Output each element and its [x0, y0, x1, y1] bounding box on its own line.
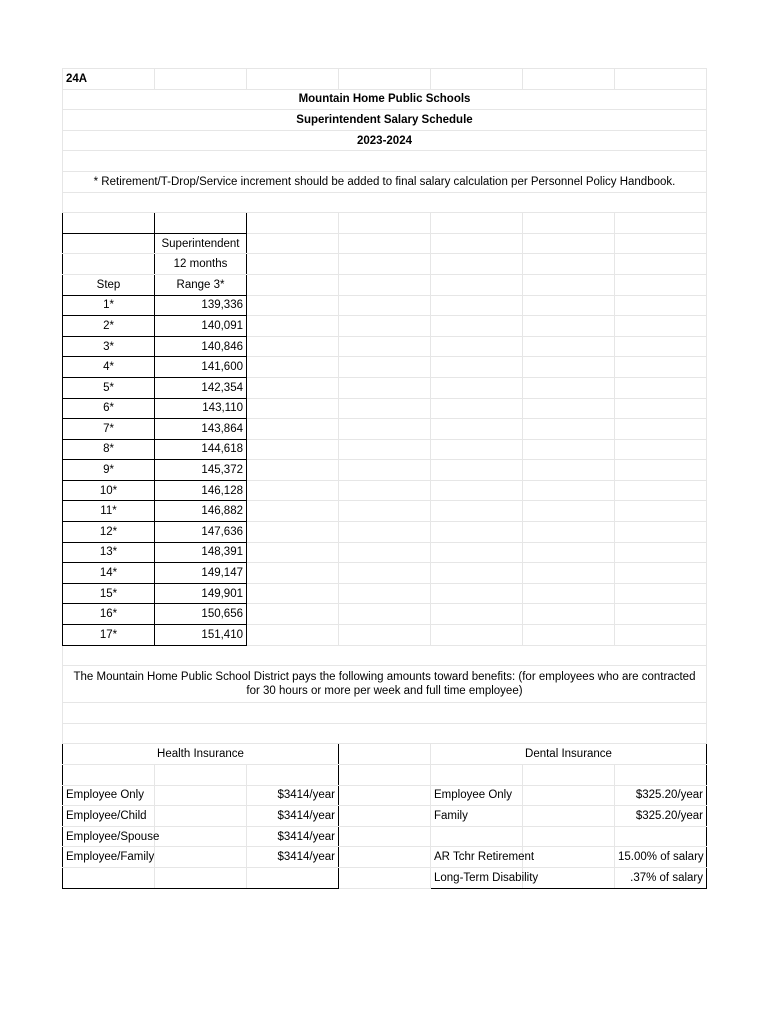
step-number: 12* — [63, 522, 155, 543]
step-number: 13* — [63, 542, 155, 563]
step-salary: 146,882 — [155, 501, 247, 522]
disability-label: Long-Term Disability — [431, 867, 523, 888]
salary-step-row — [63, 398, 707, 419]
step-number: 11* — [63, 501, 155, 522]
salary-header-step: Step — [63, 274, 155, 295]
salary-step-row — [63, 357, 707, 378]
health-row-label: Employee/Spouse — [63, 826, 155, 847]
disability-value: .37% of salary — [615, 867, 707, 888]
salary-step-row — [63, 316, 707, 337]
step-number: 10* — [63, 480, 155, 501]
dental-insurance-title: Dental Insurance — [525, 748, 612, 761]
salary-step-row — [63, 625, 707, 646]
step-salary: 144,618 — [155, 439, 247, 460]
step-number: 9* — [63, 460, 155, 481]
health-row-value: $3414/year — [247, 826, 339, 847]
salary-step-row — [63, 480, 707, 501]
step-salary: 151,410 — [155, 625, 247, 646]
step-number: 2* — [63, 316, 155, 337]
step-number: 5* — [63, 377, 155, 398]
benefits-note: The Mountain Home Public School District pays the following amounts toward benefits: (for employees who are contracted for 30 hours or more per week and full time employee) — [63, 666, 707, 703]
step-salary: 148,391 — [155, 542, 247, 563]
step-salary: 141,600 — [155, 357, 247, 378]
step-salary: 143,110 — [155, 398, 247, 419]
salary-step-row — [63, 439, 707, 460]
dental-row-label: Family — [431, 806, 523, 827]
step-number: 17* — [63, 625, 155, 646]
salary-step-row — [63, 419, 707, 440]
spreadsheet-page — [62, 68, 706, 889]
health-insurance-title: Health Insurance — [157, 748, 244, 761]
step-salary: 143,864 — [155, 419, 247, 440]
dental-row-label: Employee Only — [431, 785, 523, 806]
step-number: 8* — [63, 439, 155, 460]
step-number: 6* — [63, 398, 155, 419]
health-row-value: $3414/year — [247, 847, 339, 868]
step-number: 16* — [63, 604, 155, 625]
salary-header-range: Range 3* — [155, 274, 247, 295]
health-row-value: $3414/year — [247, 806, 339, 827]
step-number: 15* — [63, 583, 155, 604]
dental-row-value: $325.20/year — [615, 806, 707, 827]
salary-step-row — [63, 583, 707, 604]
school-year: 2023-2024 — [63, 130, 707, 151]
step-salary: 146,128 — [155, 480, 247, 501]
step-salary: 147,636 — [155, 522, 247, 543]
step-salary: 142,354 — [155, 377, 247, 398]
salary-step-row — [63, 377, 707, 398]
health-row-value: $3414/year — [247, 785, 339, 806]
salary-header-term: 12 months — [155, 254, 247, 275]
health-row-label: Employee Only — [63, 785, 155, 806]
sheet-id: 24A — [63, 69, 155, 90]
health-row-label: Employee/Family — [63, 847, 155, 868]
step-salary: 149,147 — [155, 563, 247, 584]
step-number: 4* — [63, 357, 155, 378]
document-subtitle: Superintendent Salary Schedule — [63, 110, 707, 131]
step-salary: 145,372 — [155, 460, 247, 481]
step-salary: 139,336 — [155, 295, 247, 316]
salary-step-row — [63, 563, 707, 584]
salary-step-row — [63, 295, 707, 316]
retirement-note: * Retirement/T-Drop/Service increment should be added to final salary calculation per Personnel Policy Handbook. — [63, 171, 707, 192]
salary-header-position: Superintendent — [155, 233, 247, 254]
step-salary: 140,091 — [155, 316, 247, 337]
retirement-label: AR Tchr Retirement — [431, 847, 523, 868]
salary-step-row — [63, 501, 707, 522]
step-salary: 149,901 — [155, 583, 247, 604]
salary-step-row — [63, 460, 707, 481]
salary-step-row — [63, 542, 707, 563]
salary-step-row — [63, 522, 707, 543]
step-number: 1* — [63, 295, 155, 316]
dental-row-value: $325.20/year — [615, 785, 707, 806]
step-number: 14* — [63, 563, 155, 584]
salary-step-row — [63, 604, 707, 625]
step-number: 3* — [63, 336, 155, 357]
step-number: 7* — [63, 419, 155, 440]
salary-rows — [63, 295, 707, 645]
step-salary: 150,656 — [155, 604, 247, 625]
document-title: Mountain Home Public Schools — [63, 89, 707, 110]
health-row-label: Employee/Child — [63, 806, 155, 827]
step-salary: 140,846 — [155, 336, 247, 357]
salary-step-row — [63, 336, 707, 357]
retirement-value: 15.00% of salary — [615, 847, 707, 868]
salary-schedule-grid — [62, 68, 707, 889]
